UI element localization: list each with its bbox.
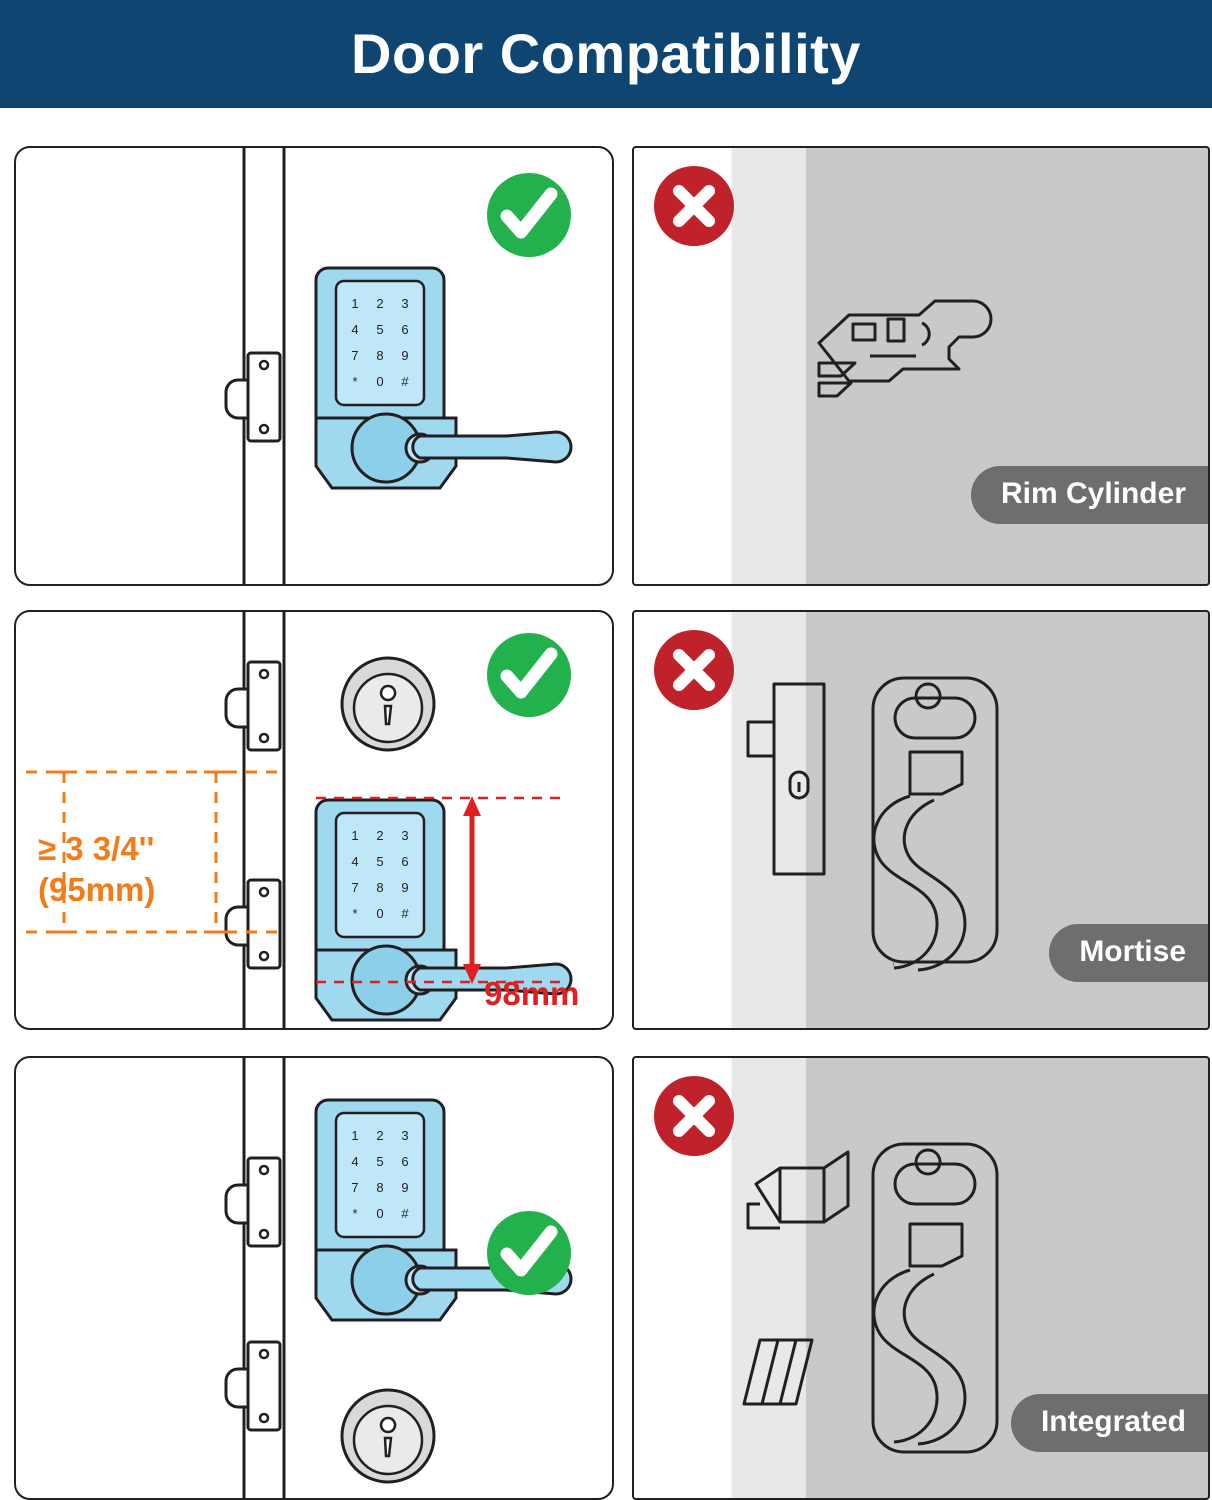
deadbolt-cylinder-icon — [342, 658, 434, 750]
lock-type-tag-mortise: Mortise — [1049, 924, 1208, 982]
lever-only-door-illustration — [16, 148, 612, 584]
green-check-icon — [487, 633, 571, 717]
strike-plate-lower-icon — [226, 880, 280, 968]
svg-text:5: 5 — [376, 322, 384, 337]
page-title: Door Compatibility — [351, 22, 861, 85]
svg-text:*: * — [352, 1206, 358, 1221]
strike-plate-upper-icon — [226, 662, 280, 750]
lever-above-deadbolt-door-illustration — [16, 1058, 612, 1498]
minimum-spacing-label-line1: ≥ 3 3/4'' — [38, 830, 155, 867]
minimum-spacing-label-line2: (95mm) — [38, 871, 156, 909]
svg-text:8: 8 — [376, 880, 384, 895]
lock-type-tag-integrated: Integrated — [1011, 1394, 1208, 1452]
strike-plate-lower-icon — [226, 1342, 280, 1430]
svg-text:5: 5 — [376, 1154, 384, 1169]
compatibility-grid — [0, 108, 1212, 1500]
panel-mortise — [632, 610, 1210, 1030]
svg-text:4: 4 — [351, 854, 359, 869]
svg-text:#: # — [401, 906, 409, 921]
svg-text:7: 7 — [351, 348, 359, 363]
svg-text:7: 7 — [351, 1180, 359, 1195]
svg-text:3: 3 — [401, 296, 409, 311]
green-check-icon — [487, 1211, 571, 1295]
svg-text:4: 4 — [351, 322, 359, 337]
minimum-spacing-label — [38, 828, 155, 911]
rim-cylinder-icon — [819, 301, 991, 396]
svg-text:5: 5 — [376, 854, 384, 869]
svg-text:#: # — [401, 374, 409, 389]
svg-text:0: 0 — [376, 906, 384, 921]
svg-text:8: 8 — [376, 1180, 384, 1195]
svg-text:2: 2 — [376, 828, 384, 843]
svg-text:9: 9 — [401, 880, 409, 895]
svg-text:3: 3 — [401, 828, 409, 843]
svg-text:*: * — [352, 374, 358, 389]
red-x-icon — [654, 166, 734, 246]
svg-text:#: # — [401, 1206, 409, 1221]
panel-lever-above-deadbolt-door — [14, 1056, 614, 1500]
panel-deadbolt-and-lever-door — [14, 610, 614, 1030]
panel-integrated — [632, 1056, 1210, 1500]
svg-text:0: 0 — [376, 1206, 384, 1221]
measurement-arrow — [463, 796, 481, 984]
svg-text:8: 8 — [376, 348, 384, 363]
svg-text:0: 0 — [376, 374, 384, 389]
svg-text:2: 2 — [376, 1128, 384, 1143]
lock-type-tag-rim-cylinder: Rim Cylinder — [971, 466, 1208, 524]
smart-lock-keypad-icon — [316, 268, 571, 488]
red-x-icon — [654, 1076, 734, 1156]
svg-text:7: 7 — [351, 880, 359, 895]
panel-rim-cylinder — [632, 146, 1210, 586]
strike-plate-upper-icon — [226, 1158, 280, 1246]
svg-text:9: 9 — [401, 1180, 409, 1195]
deadbolt-and-lever-door-illustration — [16, 612, 612, 1028]
svg-text:9: 9 — [401, 348, 409, 363]
mortise-lock-icon — [748, 678, 997, 970]
svg-text:1: 1 — [351, 296, 359, 311]
svg-text:6: 6 — [401, 322, 409, 337]
integrated-lock-icon — [744, 1144, 997, 1452]
red-x-icon — [654, 630, 734, 710]
svg-text:2: 2 — [376, 296, 384, 311]
svg-text:6: 6 — [401, 1154, 409, 1169]
svg-text:6: 6 — [401, 854, 409, 869]
green-check-icon — [487, 173, 571, 257]
strike-plate-icon — [226, 353, 280, 441]
deadbolt-cylinder-icon — [342, 1390, 434, 1482]
svg-text:3: 3 — [401, 1128, 409, 1143]
svg-text:1: 1 — [351, 828, 359, 843]
panel-lever-only-door — [14, 146, 614, 586]
svg-text:1: 1 — [351, 1128, 359, 1143]
page-header — [0, 0, 1212, 108]
svg-text:4: 4 — [351, 1154, 359, 1169]
lock-height-label: 98mm — [484, 975, 580, 1012]
svg-text:*: * — [352, 906, 358, 921]
